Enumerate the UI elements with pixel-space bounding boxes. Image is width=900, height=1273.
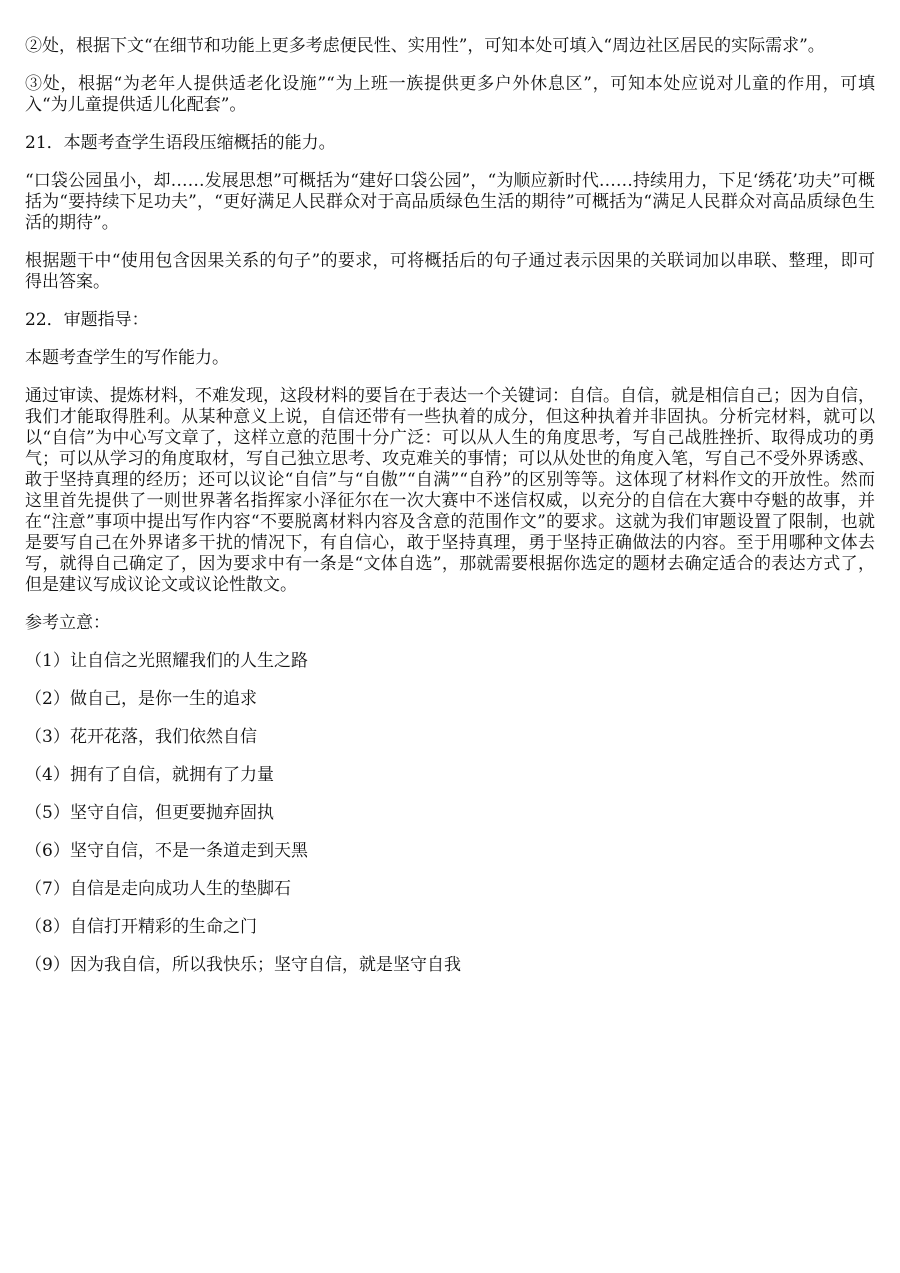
list-item-number: （9） bbox=[25, 955, 70, 975]
list-item-number: （7） bbox=[25, 879, 70, 899]
list-item-text: 做自己，是你一生的追求 bbox=[70, 689, 257, 709]
list-item-text: 自信打开精彩的生命之门 bbox=[70, 917, 257, 937]
list-item-text: 因为我自信，所以我快乐；坚守自信，就是坚守自我 bbox=[70, 955, 461, 975]
reference-ideas-heading: 参考立意： bbox=[25, 613, 110, 633]
list-item-text: 拥有了自信，就拥有了力量 bbox=[70, 765, 274, 785]
list-item-number: （8） bbox=[25, 917, 70, 937]
list-item-number: （5） bbox=[25, 803, 70, 823]
list-item bbox=[25, 765, 875, 786]
list-item bbox=[25, 803, 875, 824]
answer-note-2: ②处，根据下文“在细节和功能上更多考虑便民性、实用性”，可知本处可填入“周边社区居民的实际需求”。 bbox=[25, 36, 825, 56]
question-21-summary: “口袋公园虽小，却……发展思想”可概括为“建好口袋公园”，“为顺应新时代……持续用力，下足‘绣花’功夫”可概括为“要持续下足功夫”，“更好满足人民群众对于高品质绿色生活的期待”可概括为“满足人民群众对高品质绿色生活的期待”。 bbox=[25, 171, 875, 233]
question-21-heading: 21．本题考查学生语段压缩概括的能力。 bbox=[25, 133, 336, 153]
reference-ideas-list bbox=[25, 651, 875, 976]
list-item-number: （1） bbox=[25, 651, 70, 671]
answer-note-3: ③处，根据“为老年人提供适老化设施”“为上班一族提供更多户外休息区”，可知本处应说对儿童的作用，可填入“为儿童提供适儿化配套”。 bbox=[25, 74, 875, 115]
list-item bbox=[25, 689, 875, 710]
list-item-text: 自信是走向成功人生的垫脚石 bbox=[70, 879, 291, 899]
list-item bbox=[25, 727, 875, 748]
list-item bbox=[25, 651, 875, 672]
list-item bbox=[25, 955, 875, 976]
question-21-method: 根据题干中“使用包含因果关系的句子”的要求，可将概括后的句子通过表示因果的关联词加以串联、整理，即可得出答案。 bbox=[25, 251, 875, 292]
question-22-analysis: 通过审读、提炼材料，不难发现，这段材料的要旨在于表达一个关键词：自信。自信，就是相信自己；因为自信，我们才能取得胜利。从某种意义上说，自信还带有一些执着的成分，但这种执着并非固执。分析完材料，就可以以“自信”为中心写文章了，这样立意的范围十分广泛：可以从人生的角度思考，写自己战胜挫折、取得成功的勇气；可以从学习的角度取材，写自己独立思考、攻克难关的事情；可以从处世的角度入笔，写自己不受外界诱惑、敢于坚持真理的经历；还可以议论“自信”与“自傲”“自满”“自矜”的区别等等。这体现了材料作文的开放性。然而这里首先提供了一则世界著名指挥家小泽征尔在一次大赛中不迷信权威，以充分的自信在大赛中夺魁的故事，并在“注意”事项中提出写作内容“不要脱离材料内容及含意的范围作文”的要求。这就为我们审题设置了限制，也就是要写自己在外界诸多干扰的情况下，有自信心，敢于坚持真理，勇于坚持正确做法的内容。至于用哪种文体去写，就得自己确定了，因为要求中有一条是“文体自选”，那就需要根据你选定的题材去确定适合的表达方式了，但是建议写成议论文或议论性散文。 bbox=[25, 386, 875, 595]
list-item bbox=[25, 917, 875, 938]
question-22-heading: 22．审题指导： bbox=[25, 310, 149, 330]
list-item-number: （6） bbox=[25, 841, 70, 861]
list-item-number: （2） bbox=[25, 689, 70, 709]
question-22-intro: 本题考查学生的写作能力。 bbox=[25, 348, 229, 368]
list-item bbox=[25, 879, 875, 900]
list-item-text: 坚守自信，不是一条道走到天黑 bbox=[70, 841, 308, 861]
list-item-text: 让自信之光照耀我们的人生之路 bbox=[70, 651, 308, 671]
list-item-text: 花开花落，我们依然自信 bbox=[70, 727, 257, 747]
list-item-text: 坚守自信，但更要抛弃固执 bbox=[70, 803, 274, 823]
list-item bbox=[25, 841, 875, 862]
list-item-number: （4） bbox=[25, 765, 70, 785]
list-item-number: （3） bbox=[25, 727, 70, 747]
document-page bbox=[25, 36, 875, 993]
